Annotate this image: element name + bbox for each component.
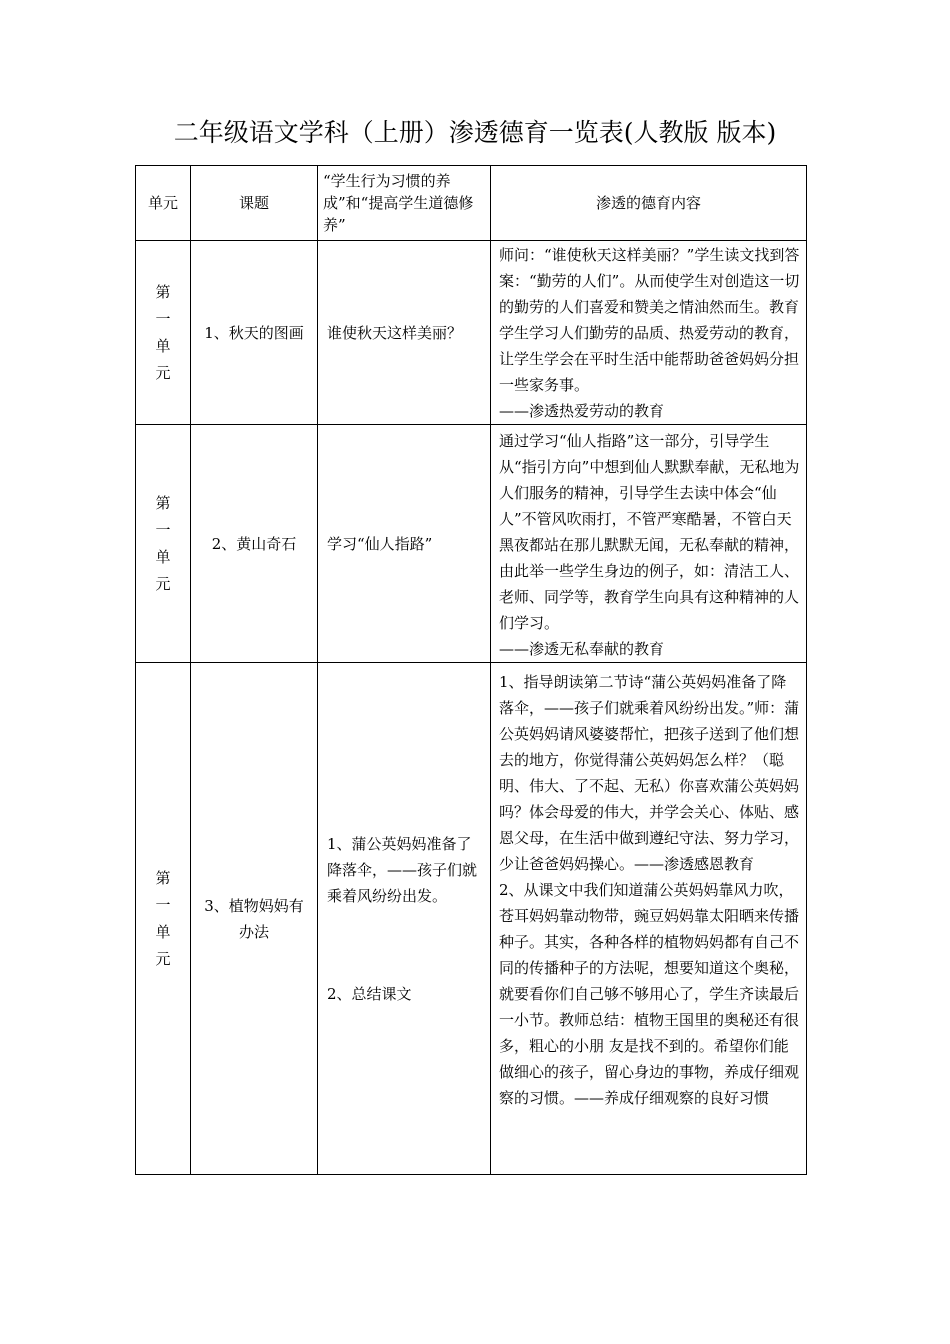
header-unit: 单元: [136, 166, 191, 241]
unit-char: 单: [155, 922, 171, 941]
moral-text: 2、从课文中我们知道蒲公英妈妈靠风力吹，苍耳妈妈靠动物带，豌豆妈妈靠太阳晒来传播种子。其实，各种各样的植物妈妈都有自己不同的传播种子的方法呢，想要知道这个奥秘，就要看你们自己够不够用心了，学生齐读最后一小节。教师总结：植物王国里的奥秘还有很多，粗心的小朋 友是找不到的。希望你们能做细心的孩子，留心身边的事物，养成仔细观察的习惯。——养成仔细观察的良好习惯: [499, 881, 800, 1107]
page-title: 二年级语文学科（上册）渗透德育一览表(人教版 版本): [173, 118, 777, 147]
unit-char: 一: [155, 520, 171, 539]
header-habit: “学生行为习惯的养成”和“提高学生道德修养”: [318, 166, 491, 241]
lesson-cell: 2、黄山奇石: [191, 425, 318, 663]
moral-cell: [491, 425, 807, 663]
moral-cell: [491, 241, 807, 425]
unit-char: 单: [155, 336, 171, 355]
habit-text: 学习“仙人指路”: [327, 534, 433, 553]
unit-cell: [136, 425, 191, 663]
lesson-cell: 1、秋天的图画: [191, 241, 318, 425]
moral-summary: ——渗透无私奉献的教育: [499, 640, 665, 658]
header-moral: 渗透的德育内容: [491, 166, 807, 241]
unit-char: 一: [155, 895, 171, 914]
moral-text: 1、指导朗读第二节诗“蒲公英妈妈准备了降落伞，——孩子们就乘着风纷纷出发。”师：蒲公英妈妈请风婆婆帮忙，把孩子送到了他们想去的地方，你觉得蒲公英妈妈怎么样？（聪明、伟大、了不起、无私）你喜欢蒲公英妈妈吗？体会母爱的伟大，并学会关心、体贴、感恩父母，在生活中做到遵纪守法、努力学习，少让爸爸妈妈操心。——渗透感恩教育: [499, 673, 800, 873]
moral-education-table: [135, 165, 807, 1175]
table-row: [136, 241, 807, 425]
unit-char: 元: [155, 574, 171, 593]
lesson-cell: 3、植物妈妈有办法: [191, 663, 318, 1175]
unit-char: 元: [155, 949, 171, 968]
spacer: [327, 909, 482, 981]
unit-char: 一: [155, 309, 171, 328]
unit-char: 元: [155, 363, 171, 382]
table-header-row: [136, 166, 807, 241]
unit-char: 第: [155, 493, 171, 512]
habit-cell: [318, 663, 491, 1175]
unit-char: 单: [155, 547, 171, 566]
table-row: [136, 663, 807, 1175]
unit-char: 第: [155, 282, 171, 301]
moral-summary: ——渗透热爱劳动的教育: [499, 402, 665, 420]
habit-text: 1、蒲公英妈妈准备了降落伞，——孩子们就乘着风纷纷出发。: [327, 834, 478, 905]
habit-text: 2、总结课文: [327, 984, 412, 1003]
header-lesson: 课题: [191, 166, 318, 241]
unit-cell: [136, 663, 191, 1175]
unit-cell: [136, 241, 191, 425]
moral-cell: [491, 663, 807, 1175]
moral-text: 师问：“谁使秋天这样美丽？”学生读文找到答案：“勤劳的人们”。从而使学生对创造这一切的勤劳的人们喜爱和赞美之情油然而生。教育学生学习人们勤劳的品质、热爱劳动的教育，让学生学会在平时生活中能帮助爸爸妈妈分担一些家务事。: [499, 246, 800, 394]
unit-char: 第: [155, 868, 171, 887]
habit-cell: [318, 425, 491, 663]
moral-text: 通过学习“仙人指路”这一部分，引导学生从“指引方向”中想到仙人默默奉献，无私地为人们服务的精神，引导学生去读中体会“仙人”不管风吹雨打，不管严寒酷暑，不管白天黑夜都站在那儿默默无闻，无私奉献的精神，由此举一些学生身边的例子，如：清洁工人、老师、同学等，教育学生向具有这种精神的人们学习。: [499, 432, 800, 632]
habit-text: 谁使秋天这样美丽？: [327, 323, 463, 342]
habit-cell: [318, 241, 491, 425]
table-row: [136, 425, 807, 663]
